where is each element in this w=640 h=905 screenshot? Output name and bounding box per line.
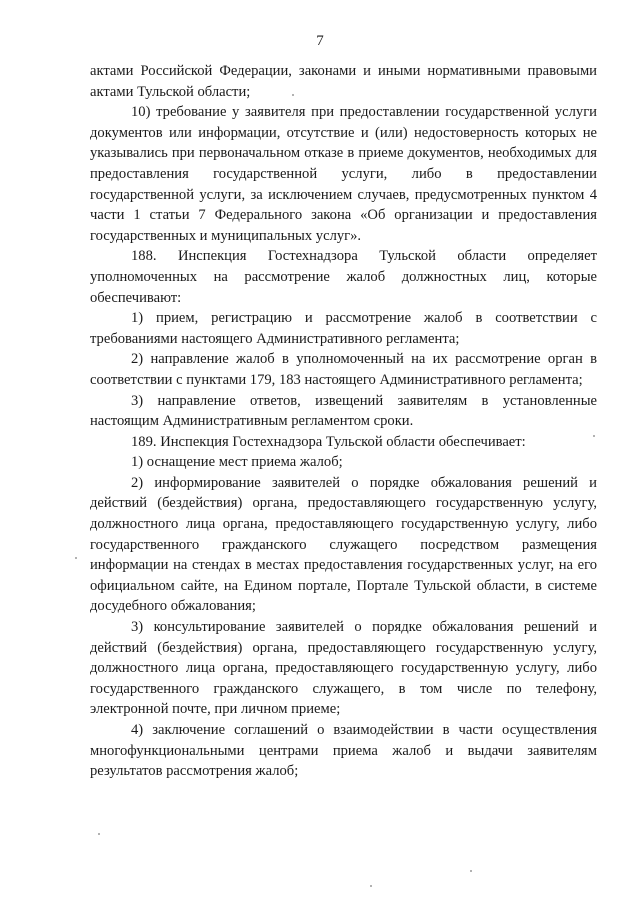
- paragraph-188-item-1: 1) прием, регистрацию и рассмотрение жалоб в соответствии с требованиями настоящего Административного регламента;: [90, 310, 597, 347]
- paragraph-189-item-1: 1) оснащение мест приема жалоб;: [131, 454, 343, 471]
- scan-speck: [470, 870, 472, 872]
- paragraph-188-item-2: 2) направление жалоб в уполномоченный на их рассмотрение орган в соответствии с пунктами 179, 183 настоящего Административного регламента;: [90, 351, 597, 388]
- paragraph-189-item-3: 3) консультирование заявителей о порядке обжалования решений и действий (бездействия) органа, предоставляющего государственную услугу, должностного лица органа, предоставляющего государственную услугу, либо государственного гражданского служащего, в том числе по телефону, электронной почте, при личном приеме;: [90, 619, 597, 718]
- paragraph-item-10: 10) требование у заявителя при предоставлении государственной услуги документов или информации, отсутствие и (или) недостоверность которых не указывались при первоначальном отказе в приеме документов, необходимых для предоставления государственной услуги, либо в предоставлении государственной услуги, за исключением случаев, предусмотренных пунктом 4 части 1 статьи 7 Федерального закона «Об организации и предоставления государственных и муниципальных услуг».: [90, 104, 597, 244]
- scan-speck: [75, 557, 77, 559]
- scan-speck: [292, 94, 294, 96]
- page-number: 7: [316, 33, 324, 49]
- paragraph-continuation: актами Российской Федерации, законами и иными нормативными правовыми актами Тульской области;: [90, 63, 597, 100]
- paragraph-189: 189. Инспекция Гостехнадзора Тульской области обеспечивает:: [131, 433, 526, 450]
- document-body: [90, 61, 597, 782]
- paragraph-188-item-3: 3) направление ответов, извещений заявителям в установленные настоящим Административным регламентом сроки.: [90, 392, 597, 430]
- scan-speck: [370, 885, 372, 887]
- scan-speck: [593, 435, 595, 437]
- paragraph-189-item-2: 2) информирование заявителей о порядке обжалования решений и действий (бездействия) органа, предоставляющего государственную услугу, должностного лица органа, предоставляющего государственную услугу, либо государственного гражданского служащего посредством размещения информации на стендах в местах предоставления государственных услуг, на его официальном сайте, на Едином портале, Портале Тульской области, в системе досудебного обжалования;: [90, 474, 597, 615]
- paragraph-189-item-4: 4) заключение соглашений о взаимодействии в части осуществления многофункциональными центрами приема жалоб и выдачи заявителям результатов рассмотрения жалоб;: [90, 722, 597, 780]
- paragraph-188: 188. Инспекция Гостехнадзора Тульской области определяет уполномоченных на рассмотрение жалоб должностных лиц, которые обеспечивают:: [90, 248, 597, 306]
- scan-speck: [98, 833, 100, 835]
